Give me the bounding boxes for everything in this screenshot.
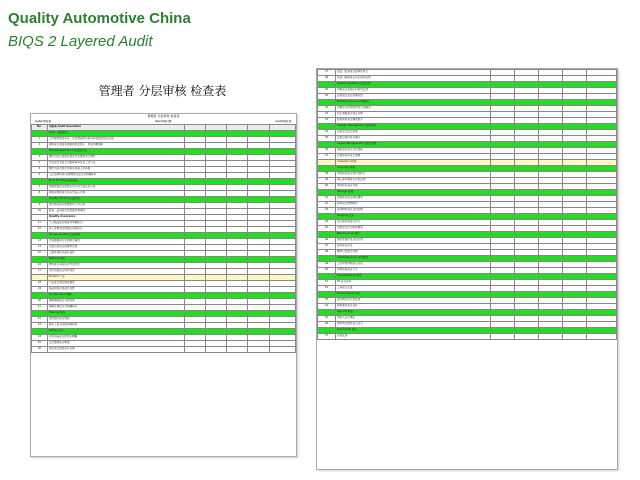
row-question: Storage 存储 [335, 190, 491, 196]
row-question: 存储条件是否满足要求 [335, 196, 491, 202]
row-question: 来料标识是否完整 [335, 184, 491, 190]
row-question: 经验教训是否横向展开 [335, 118, 491, 124]
checklist-table-right [317, 69, 617, 340]
row-question: Environment 环境 [335, 292, 491, 298]
row-number: 14 [32, 245, 48, 251]
row-number: 27 [318, 70, 336, 76]
row-number: 4 [32, 161, 48, 167]
row-number: 48 [318, 250, 336, 256]
row-question: 备件是否充足 [335, 244, 491, 250]
row-question: 目视化标识是否清晰 [335, 154, 491, 160]
row-question: 防错装置是否按规定进行每日验证并记录 [47, 185, 184, 191]
row-question: 工位关键特性/关键控制点是否有明确标识 [47, 173, 184, 179]
check-cell [491, 334, 515, 340]
row-question: 不合格品是否隔离并明确标识 [47, 221, 184, 227]
row-question: Material 物料 [47, 257, 184, 263]
row-question: Core - 基础要求 [47, 131, 184, 137]
row-number: 11 [32, 221, 48, 227]
row-question: Comments 备注 [335, 328, 491, 334]
row-number: 23 [32, 323, 48, 329]
meta-auditor: Auditor/审核者: [35, 120, 52, 123]
row-question: Problem Solving 问题解决 [335, 100, 491, 106]
row-question: 供应商问题是否及时反馈 [335, 178, 491, 184]
row-question: 审核项 Audit Questions [47, 125, 184, 131]
row-number: 33 [318, 118, 336, 124]
row-question: 工具是否定置 [335, 286, 491, 292]
row-question: Product 产品 [47, 275, 184, 281]
row-question: Incoming 来料 [335, 166, 491, 172]
document-heading: 管理者 分层审核 检查表 [98, 84, 227, 98]
row-number: 6 [32, 173, 48, 179]
page-title: Quality Automotive China [8, 10, 191, 27]
row-number: 53 [318, 298, 336, 304]
row-question: 产品是否满足顾客要求 [47, 281, 184, 287]
row-number: 29 [318, 88, 336, 94]
row-question: Quality Assurance [47, 215, 184, 221]
table-row [318, 334, 617, 340]
row-question: 变更是否经过批准 [335, 130, 491, 136]
row-number: 31 [318, 106, 336, 112]
row-number: 1 [32, 137, 48, 143]
row-number: 36 [318, 148, 336, 154]
row-number: 56 [318, 322, 336, 328]
row-number: 20 [32, 299, 48, 305]
row-question: 预防性维护是否按计划 [335, 238, 491, 244]
row-number: 3 [32, 155, 48, 161]
check-cell [515, 334, 539, 340]
row-question: 防错失效时是否有应急反应计划 [47, 191, 184, 197]
row-question: 库存是否账物相符 [335, 202, 491, 208]
row-question: 首件检验是否按要求执行并记录 [47, 203, 184, 209]
row-question: 遏制措施是否有效实施 [47, 299, 184, 305]
row-number: 8 [32, 191, 48, 197]
check-cell [539, 334, 563, 340]
row-number: 19 [32, 287, 48, 293]
row-question: Process Control 过程控制 [47, 233, 184, 239]
row-question: 5S 是否保持 [335, 280, 491, 286]
row-number: 22 [32, 317, 48, 323]
row-question: 零件包装是否防护到位 [47, 269, 184, 275]
row-number: 17 [32, 269, 48, 275]
row-question: Safety 安全 [47, 329, 184, 335]
row-question: 呆滞物料是否及时处理 [335, 208, 491, 214]
row-question: 遏制区域是否有明确标识 [47, 305, 184, 311]
row-question: 物料是否有标识并先进先出 [47, 263, 184, 269]
row-question: 操作员是否经过培训并具备上岗资格 [47, 167, 184, 173]
row-question: 看板信息是否及时更新 [335, 148, 491, 154]
sheet-title: 管理者 分层审核 检查表 [147, 114, 180, 118]
row-number: 49 [318, 262, 336, 268]
row-number: 52 [318, 286, 336, 292]
row-number: 47 [318, 244, 336, 250]
row-question: 成品检验记录是否完整 [47, 287, 184, 293]
meta-area: Area/审核区域: [275, 120, 292, 123]
row-number: 57 [318, 334, 336, 340]
row-number: 32 [318, 112, 336, 118]
row-question: 纠正措施是否验证有效 [335, 112, 491, 118]
row-number: 42 [318, 202, 336, 208]
row-question: Training 培训 [47, 311, 184, 317]
meta-date: Date/审核日期: [155, 120, 172, 123]
row-number: 26 [32, 347, 48, 353]
check-cell [269, 347, 295, 353]
page-subtitle: BIQS 2 Layered Audit [8, 33, 153, 50]
row-question: 新员工是否完成岗前培训 [47, 323, 184, 329]
row-number: 16 [32, 263, 48, 269]
row-number: 25 [32, 341, 48, 347]
row-number: 38 [318, 172, 336, 178]
row-number: 39 [318, 178, 336, 184]
row-question: 培训矩阵是否更新 [47, 317, 184, 323]
row-question: 检具、量具是否在校准有效期内 [47, 209, 184, 215]
row-number: 55 [318, 316, 336, 322]
row-question: 问题是否使用结构化方法解决 [335, 106, 491, 112]
row-question: Housekeeping 现场 [335, 274, 491, 280]
row-question: 废弃物是否分类处理 [335, 298, 491, 304]
row-number: 44 [318, 220, 336, 226]
check-cell [587, 334, 617, 340]
check-cell [248, 347, 269, 353]
row-number: 18 [32, 281, 48, 287]
row-question: 审核结果是否公示 [335, 268, 491, 274]
row-number: 45 [318, 226, 336, 232]
row-question: 劳保用品是否按规定佩戴 [47, 335, 184, 341]
row-number: 12 [32, 227, 48, 233]
row-question: Shipping 发运 [335, 214, 491, 220]
row-number: 50 [318, 268, 336, 274]
check-cell [185, 347, 206, 353]
checklist-table-left [31, 124, 296, 353]
row-question: 问题是否在规定时间内反馈 [335, 88, 491, 94]
row-number: 40 [318, 184, 336, 190]
row-question: 反馈信息是否准确完整 [335, 94, 491, 100]
row-question: Standardized Work 标准化作业 [47, 149, 184, 155]
row-number: 21 [32, 305, 48, 311]
row-question: 过程参数是否在控制范围内 [47, 239, 184, 245]
row-question: 发运前检验是否执行 [335, 220, 491, 226]
row-number: 24 [32, 335, 48, 341]
row-number: 9 [32, 203, 48, 209]
row-number: 7 [32, 185, 48, 191]
row-question: Maintenance 维护 [335, 232, 491, 238]
row-question: Quality Control 质量控制 [47, 197, 184, 203]
row-question: Inspection 检验 [335, 160, 491, 166]
row-question: Error Proofing 防错验证 [47, 179, 184, 185]
row-number: 46 [318, 238, 336, 244]
row-number: 13 [32, 239, 48, 245]
row-number: 2 [32, 143, 48, 149]
row-number: No. [32, 125, 48, 131]
check-cell [206, 347, 227, 353]
row-question: 工装夹具状态是否良好 [47, 251, 184, 257]
row-question: 来料检验是否按计划执行 [335, 172, 491, 178]
row-question: 审核人签字确认 [335, 316, 491, 322]
row-question: 质量门缺陷是否有记录并反馈 [335, 76, 491, 82]
table-row [32, 347, 296, 353]
row-question: 质量门检查是否按频次执行 [335, 70, 491, 76]
row-number: 28 [318, 76, 336, 82]
row-question: 包装是否符合顾客要求 [335, 226, 491, 232]
row-question: 操作员是否按照标准化作业要求进行操作 [47, 155, 184, 161]
row-number: 43 [318, 208, 336, 214]
row-question: 上次审核问题是否关闭 [335, 262, 491, 268]
row-question: 作业指导书是否为最新版本并在工位可见 [47, 161, 184, 167]
row-number: 10 [32, 209, 48, 215]
row-question: 其他发现 [335, 334, 491, 340]
row-number: 35 [318, 136, 336, 142]
check-cell [563, 334, 587, 340]
row-number: 34 [318, 130, 336, 136]
row-question: 工作现场整洁有序，所有物品均有标识并放置在规定位置 [47, 137, 184, 143]
row-question: 设备点检是否按要求完成 [47, 245, 184, 251]
row-number: 51 [318, 280, 336, 286]
row-number: 15 [32, 251, 48, 257]
row-question: Audit Follow-up 审核跟进 [335, 256, 491, 262]
row-number: 41 [318, 196, 336, 202]
check-cell [227, 347, 248, 353]
row-question: 变更后首件是否确认 [335, 136, 491, 142]
row-question: 被审核区域负责人签字 [335, 322, 491, 328]
row-question: Sign-off 确认 [335, 310, 491, 316]
row-question: 现场是否张贴有最新的质量警示、质量问题通报 [47, 143, 184, 149]
checklist-page-left [30, 113, 297, 457]
row-number: 30 [318, 94, 336, 100]
row-question: Containment 遏制 [47, 293, 184, 299]
row-question: Quality Feedback 质量反馈 [335, 82, 491, 88]
row-question: 维修记录是否完整 [335, 250, 491, 256]
row-number: 37 [318, 154, 336, 160]
row-number: 5 [32, 167, 48, 173]
row-question: 安全通道是否畅通 [47, 341, 184, 347]
row-question: Change Management 变更管理 [335, 124, 491, 130]
row-number: 54 [318, 304, 336, 310]
row-question: 紧急停止按钮是否有效 [47, 347, 184, 353]
row-question: Visual Management 目视化管理 [335, 142, 491, 148]
checklist-page-right [316, 68, 618, 470]
row-question: 返工返修是否按规定流程执行 [47, 227, 184, 233]
row-question: 照明通风是否良好 [335, 304, 491, 310]
